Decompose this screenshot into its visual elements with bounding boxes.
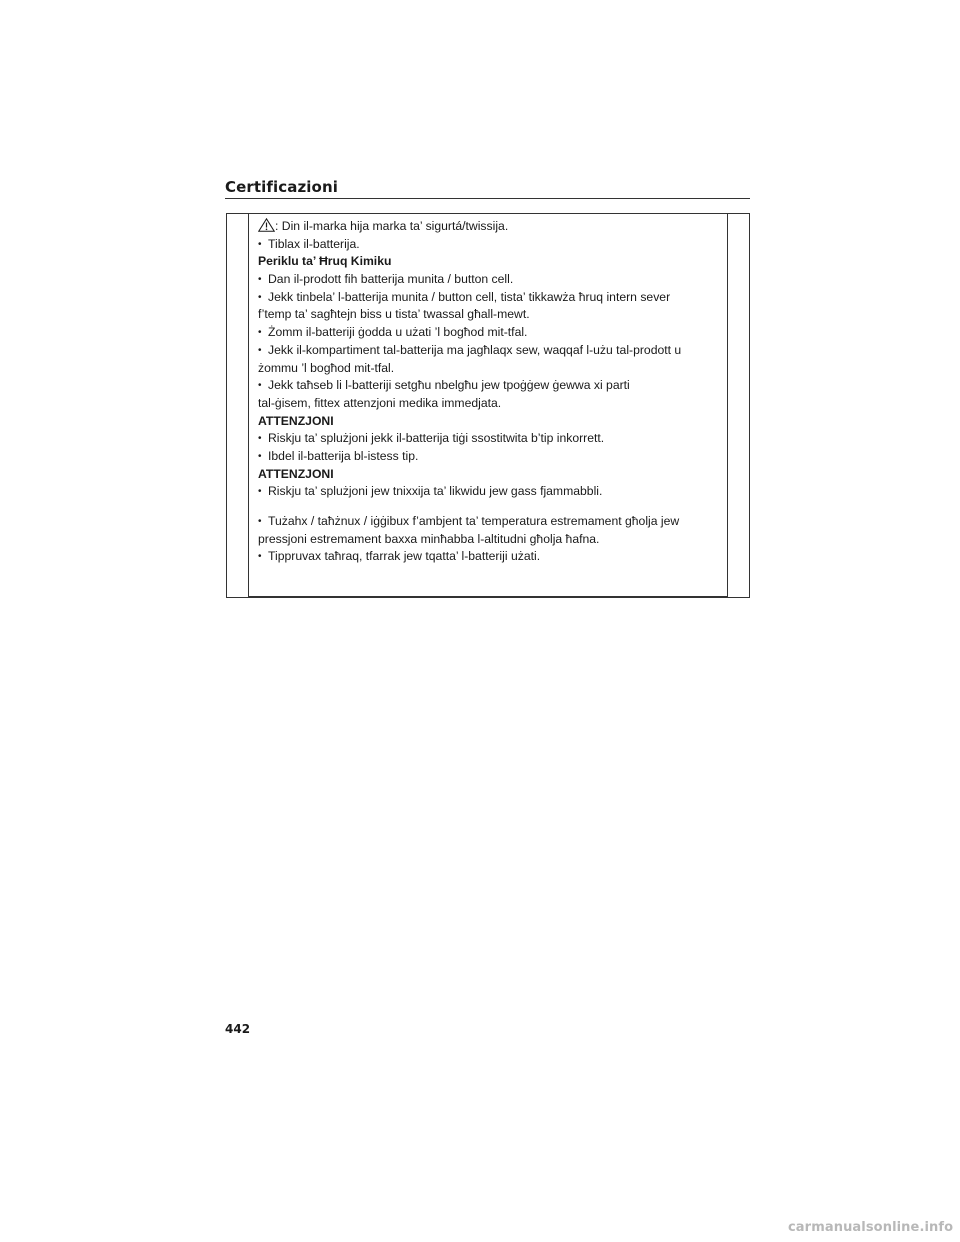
bullet-icon: • (258, 380, 262, 392)
bullet-line (258, 483, 718, 501)
line-text: f’temp ta’ sagħtejn biss u tista’ twassal għall-mewt. (258, 307, 530, 322)
bullet-line (258, 377, 718, 395)
table-left-column (227, 214, 249, 597)
warning-triangle-icon (258, 218, 275, 232)
line-text: ATTENZJONI (258, 466, 334, 481)
line-text: Dan il-prodott fih batterija munita / button cell. (268, 272, 514, 287)
bullet-line (258, 324, 718, 342)
continuation-line (258, 531, 718, 549)
line-text: ATTENZJONI (258, 413, 334, 428)
heading-line (258, 413, 718, 431)
table-bottom-rule (249, 596, 727, 597)
bullet-icon: • (258, 274, 262, 286)
continuation-line (258, 360, 718, 378)
heading-line (258, 466, 718, 484)
bullet-line (258, 271, 718, 289)
line-text: Tiblax il-batterija. (268, 236, 360, 251)
bullet-icon: • (258, 516, 262, 527)
warning-line (258, 218, 718, 236)
line-text: Ibdel il-batterija bl-istess tip. (268, 448, 419, 463)
bullet-line (258, 342, 718, 360)
line-text: Jekk taħseb li l-batteriji setgħu nbelgħu jew tpoġġew ġewwa xi parti (268, 378, 630, 393)
bullet-line (258, 448, 718, 466)
title-rule (225, 198, 750, 199)
bullet-line (258, 548, 718, 566)
watermark[interactable]: carmanualsonline.info (788, 1220, 954, 1235)
bullet-line (258, 513, 718, 531)
bullet-icon: • (258, 238, 262, 250)
section-title: Certificazioni (225, 178, 338, 196)
bullet-line (258, 289, 718, 307)
line-text: tal-ġisem, fittex attenzjoni medika immedjata. (258, 395, 502, 410)
line-text: Tużahx / taħżnux / iġġibux f’ambjent ta’ temperatura estremament għolja jew (268, 514, 680, 528)
bullet-icon: • (258, 551, 262, 563)
bullet-icon: • (258, 291, 262, 303)
line-text: Riskju ta’ splużjoni jekk il-batterija tiġi ssostitwita b’tip inkorrett. (268, 431, 605, 446)
heading-line (258, 253, 718, 271)
bullet-icon: • (258, 344, 262, 356)
page-number: 442 (225, 1022, 251, 1036)
table-right-column (727, 214, 749, 597)
line-text: : Din il-marka hija marka ta’ sigurtá/twissija. (275, 219, 509, 233)
bullet-icon: • (258, 433, 262, 445)
line-text: Żomm il-batteriji ġodda u użati ’l bogħod mit-tfal. (268, 325, 528, 340)
line-text: żommu ’l bogħod mit-tfal. (258, 360, 395, 375)
bullet-icon: • (258, 450, 262, 462)
warning-table (226, 213, 750, 598)
bullet-icon: • (258, 327, 262, 339)
line-text: Riskju ta’ splużjoni jew tnixxija ta’ likwidu jew gass fjammabbli. (268, 484, 603, 499)
line-text: pressjoni estremament baxxa minħabba l-altitudni għolja ħafna. (258, 531, 600, 546)
bullet-line (258, 430, 718, 448)
bullet-line (258, 236, 718, 254)
continuation-line (258, 395, 718, 413)
line-text: Periklu ta’ Ħruq Kimiku (258, 254, 392, 269)
blank-line (258, 501, 718, 513)
continuation-line (258, 306, 718, 324)
line-text: Jekk il-kompartiment tal-batterija ma jagħlaqx sew, waqqaf l-użu tal-prodott u (268, 342, 682, 357)
bullet-icon: • (258, 486, 262, 498)
table-content (258, 218, 718, 566)
line-text: Jekk tinbela’ l-batterija munita / button cell, tista’ tikkawża ħruq intern sever (268, 289, 671, 304)
line-text: Tippruvax taħraq, tfarrak jew tqatta’ l-batteriji użati. (268, 549, 541, 564)
